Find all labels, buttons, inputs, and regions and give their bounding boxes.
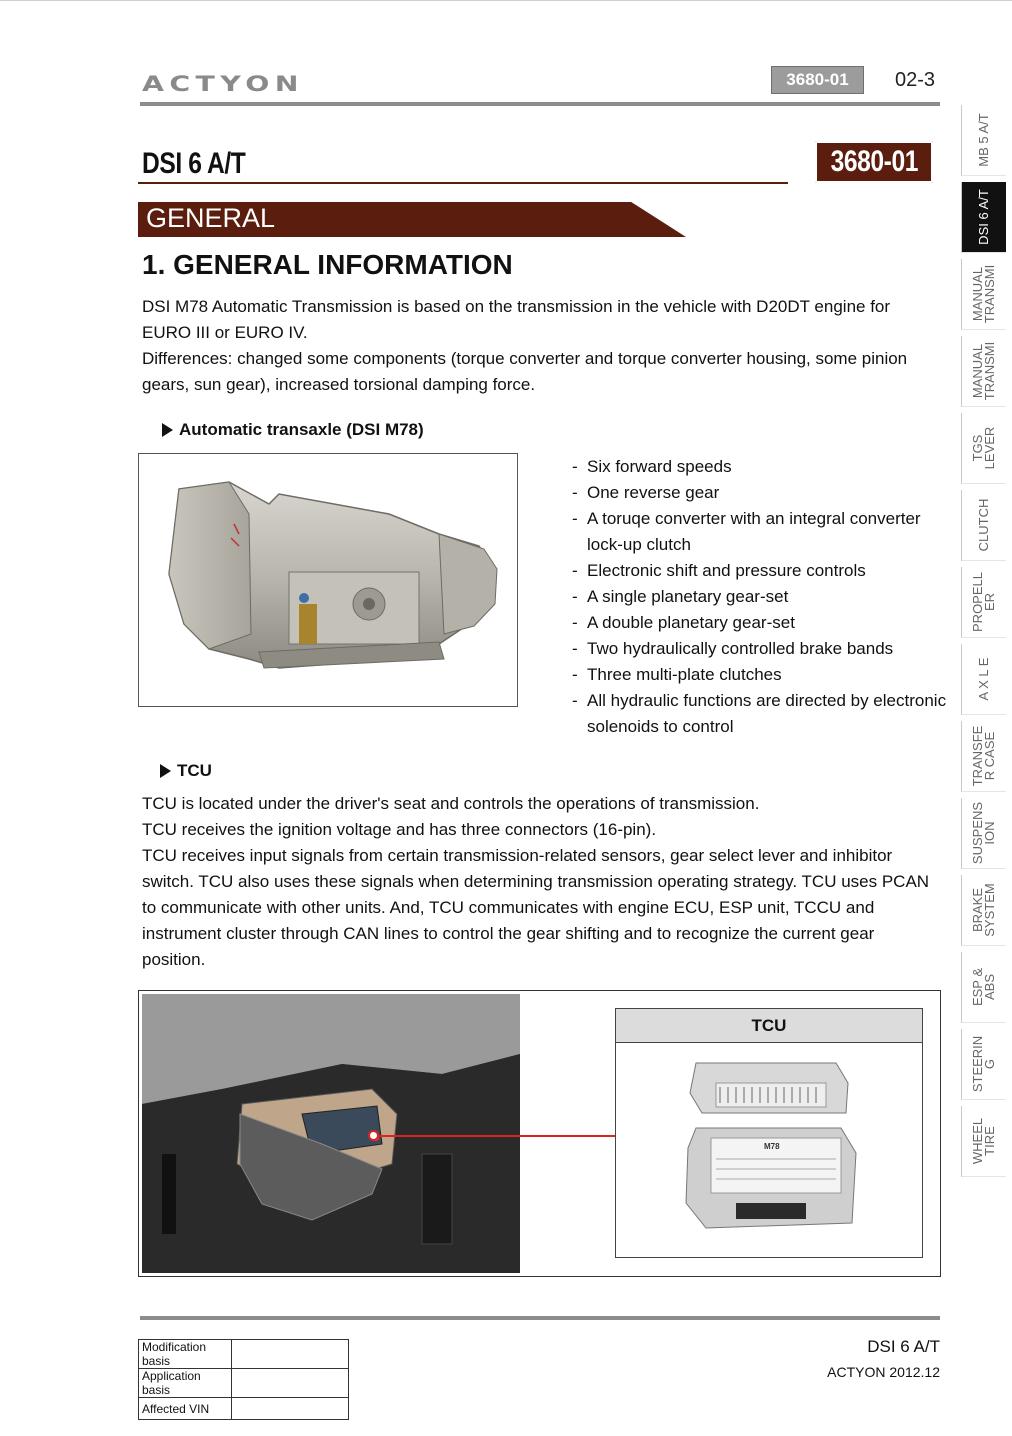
- side-tab-label: A X L E: [976, 657, 991, 701]
- footer-subtitle: ACTYON 2012.12: [827, 1364, 940, 1380]
- footer-rule: [140, 1316, 940, 1320]
- tcu-heading: [160, 761, 212, 781]
- side-tab-label: TGS LEVER: [970, 426, 997, 470]
- feature-item: - One reverse gear: [570, 480, 955, 506]
- title-underline: [138, 182, 788, 184]
- side-tab-label: CLUTCH: [976, 498, 991, 552]
- callout-leader-line: [373, 1135, 615, 1137]
- table-key: Affected VIN: [139, 1398, 232, 1420]
- triangle-bullet-icon: [160, 764, 171, 778]
- feature-item: - Electronic shift and pressure controls: [570, 558, 955, 584]
- transaxle-heading: [162, 420, 424, 440]
- side-tab-label: STEERIN G: [970, 1035, 997, 1093]
- side-tab[interactable]: [961, 567, 1006, 638]
- feature-item: - A double planetary gear-set: [570, 610, 955, 636]
- page-number: 02-3: [895, 69, 936, 91]
- table-key: Application basis: [139, 1369, 232, 1398]
- under-seat-photo: [142, 994, 520, 1273]
- table-key: Modification basis: [139, 1340, 232, 1369]
- table-row: [139, 1340, 349, 1369]
- feature-item: - Three multi-plate clutches: [570, 662, 955, 688]
- side-tab-label: PROPELL ER: [970, 572, 997, 632]
- intro-paragraph-2: Differences: changed some components (torque converter and torque converter housing, some pinion gears, sun gear), increased torsional damping force.: [142, 349, 908, 394]
- transaxle-heading-text: Automatic transaxle (DSI M78): [179, 420, 424, 439]
- side-tab[interactable]: [961, 875, 1006, 946]
- tcu-unit-panel: [615, 1008, 923, 1258]
- page-top-border: [0, 0, 1012, 1]
- tcu-heading-text: TCU: [177, 761, 212, 780]
- side-tab-label: ESP & ABS: [970, 967, 997, 1007]
- side-tab-label: MANUAL TRANSMI: [970, 264, 997, 324]
- footer-title: DSI 6 A/T: [867, 1337, 940, 1356]
- title-code-badge: [815, 141, 933, 183]
- tcu-unit-illustration: [616, 1043, 922, 1257]
- side-tab-label: TRANSFE R CASE: [970, 725, 997, 787]
- side-tab-active[interactable]: [961, 182, 1006, 253]
- under-seat-photo-illustration: [142, 994, 520, 1273]
- tcu-unit-label: M78: [764, 1142, 780, 1151]
- table-value: [232, 1340, 349, 1369]
- tcu-panel-title: TCU: [616, 1009, 922, 1043]
- side-tab[interactable]: [961, 798, 1006, 869]
- side-tab[interactable]: [961, 721, 1006, 792]
- feature-item: - All hydraulic functions are directed by electronic solenoids to control: [570, 688, 955, 740]
- modification-table: [138, 1339, 349, 1420]
- feature-item: - Two hydraulically controlled brake bands: [570, 636, 955, 662]
- side-tab[interactable]: [961, 105, 1006, 176]
- tcu-line: TCU receives input signals from certain transmission-related sensors, gear select lever and inhibitor switch. TCU also uses these signals when determining transmission operating strategy. TCU uses PCAN to communicate with other units. And, TCU communicates with engine ECU, ESP unit, TCCU and instrument cluster through CAN lines to control the gear shifting and to recognize the current gear position.: [142, 846, 930, 969]
- feature-item: - Six forward speeds: [570, 454, 955, 480]
- side-tab-label: MB 5 A/T: [976, 113, 991, 167]
- tcu-description: [142, 791, 932, 973]
- side-tab-label: DSI 6 A/T: [976, 189, 991, 245]
- transmission-image: [138, 453, 518, 707]
- side-tab-label: MANUAL TRANSMI: [970, 341, 997, 401]
- feature-item: - A toruqe converter with an integral converter lock-up clutch: [570, 506, 955, 558]
- tcu-line: TCU is located under the driver's seat and controls the operations of transmission.: [142, 794, 760, 813]
- triangle-bullet-icon: [162, 423, 173, 437]
- section-label: GENERAL: [146, 203, 276, 233]
- side-tab[interactable]: [961, 644, 1006, 715]
- side-tab-label: BRAKE SYSTEM: [970, 883, 997, 937]
- tcu-line: TCU receives the ignition voltage and has three connectors (16-pin).: [142, 820, 657, 839]
- side-tab-label: SUSPENS ION: [970, 801, 997, 865]
- side-tab[interactable]: [961, 490, 1006, 561]
- callout-marker: [368, 1130, 379, 1141]
- intro-paragraph-1: DSI M78 Automatic Transmission is based on the transmission in the vehicle with D20DT engine for EURO III or EURO IV.: [142, 297, 891, 342]
- transmission-illustration: [139, 454, 517, 706]
- brand-logo: ACTYON: [142, 72, 304, 96]
- header-code-badge: 3680-01: [771, 66, 864, 94]
- title-code-text: 3680-01: [830, 145, 918, 178]
- table-row: [139, 1398, 349, 1420]
- feature-item: - A single planetary gear-set: [570, 584, 955, 610]
- table-value: [232, 1398, 349, 1420]
- main-heading: 1. GENERAL INFORMATION: [142, 249, 513, 280]
- side-tab[interactable]: [961, 1106, 1006, 1177]
- side-tab[interactable]: [961, 1029, 1006, 1100]
- section-tabs: [961, 105, 1006, 1183]
- side-tab[interactable]: [961, 259, 1006, 330]
- feature-list: [570, 454, 955, 740]
- document-title: DSI 6 A/T: [142, 147, 246, 180]
- header-rule: [140, 102, 940, 106]
- side-tab[interactable]: [961, 336, 1006, 407]
- side-tab[interactable]: [961, 952, 1006, 1023]
- side-tab-label: WHEEL TIRE: [970, 1117, 997, 1165]
- table-value: [232, 1369, 349, 1398]
- side-tab[interactable]: [961, 413, 1006, 484]
- table-row: [139, 1369, 349, 1398]
